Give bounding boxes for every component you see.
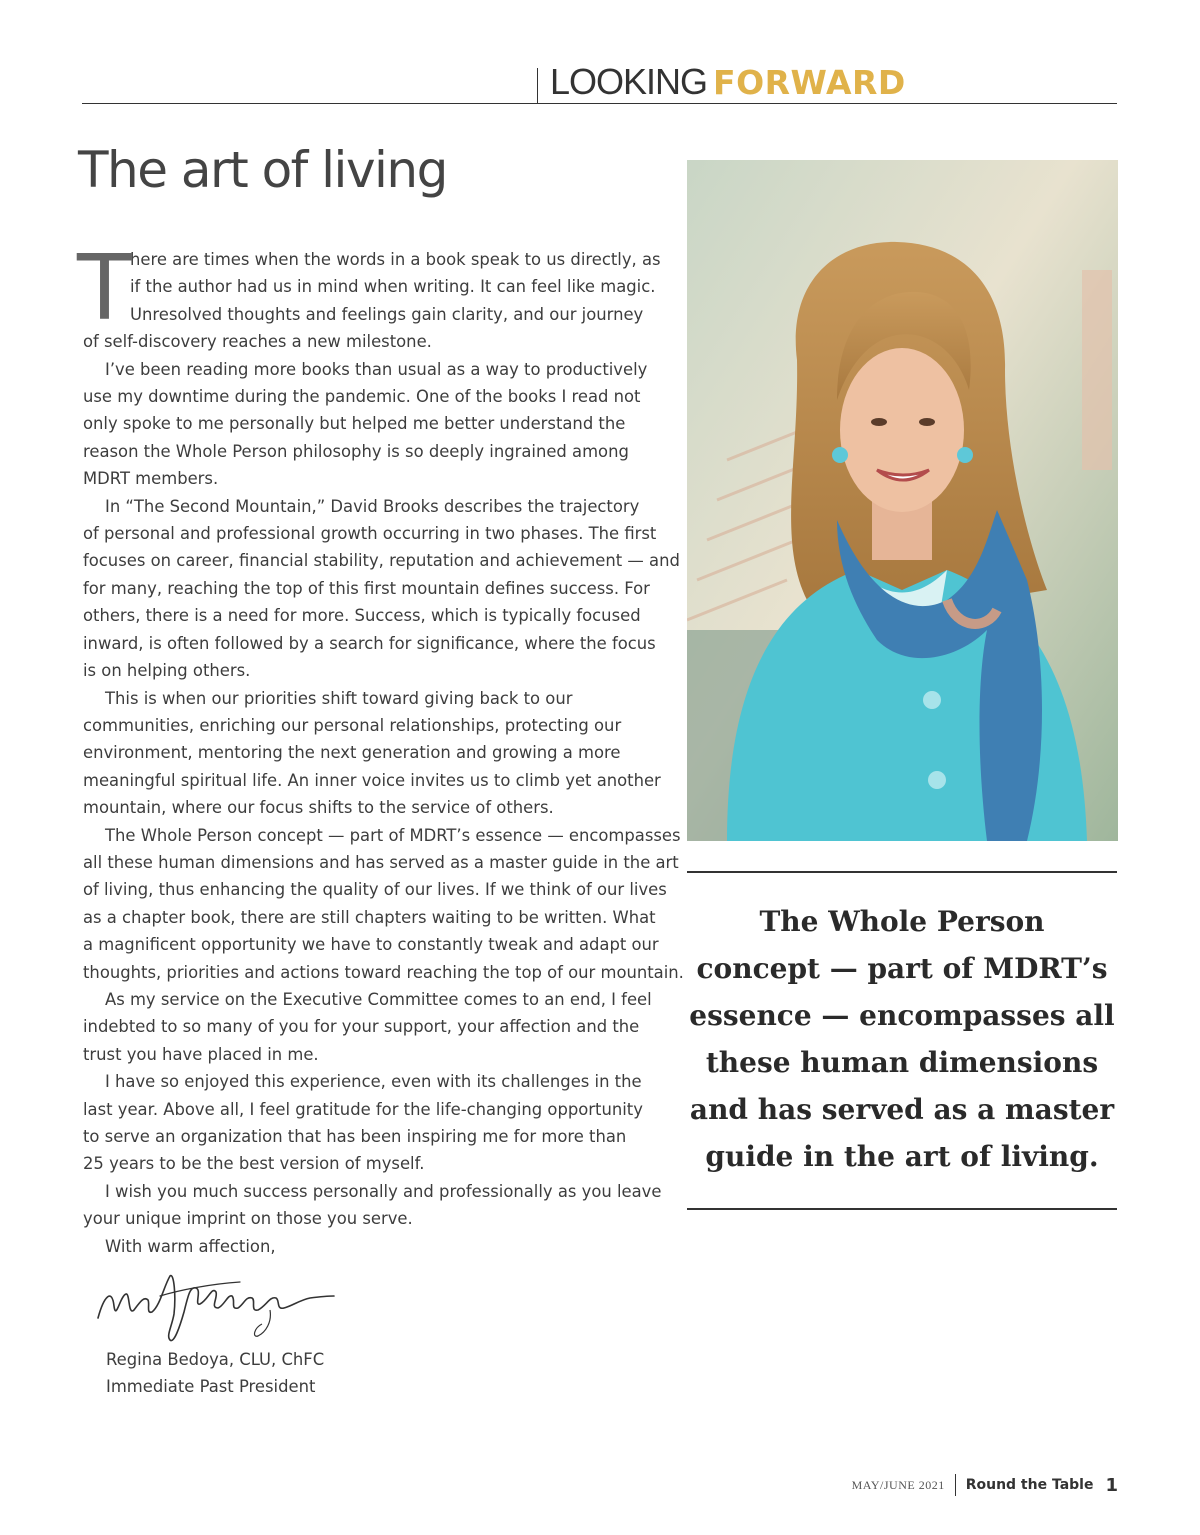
paragraph-line: of personal and professional growth occurring in two phases. The first	[83, 524, 657, 544]
pullquote	[687, 898, 1117, 1180]
header-divider	[537, 68, 538, 104]
page-number: 1	[1105, 1474, 1118, 1496]
paragraph-line: all these human dimensions and has served as a master guide in the art	[83, 852, 679, 872]
paragraph-line: of living, thus enhancing the quality of our lives. If we think of our lives	[83, 880, 667, 900]
paragraph-line: to serve an organization that has been inspiring me for more than	[83, 1127, 627, 1146]
paragraph-line: MDRT members.	[83, 469, 219, 489]
paragraph-line: communities, enriching our personal relationships, protecting our	[83, 715, 622, 735]
magazine-name: Round the Table	[965, 1477, 1094, 1493]
paragraph-line: if the author had us in mind when writing. It can feel like magic.	[130, 277, 656, 297]
paragraph-line: of self-discovery reaches a new milestone.	[83, 332, 432, 352]
pullquote-line: The Whole Person	[759, 905, 1045, 938]
paragraph-line: a magnificent opportunity we have to constantly tweak and adapt our	[83, 935, 659, 955]
pullquote-line: concept — part of MDRT’s	[696, 952, 1108, 985]
paragraph-line: meaningful spiritual life. An inner voice invites us to climb yet another	[83, 770, 661, 790]
signer-title: Immediate Past President	[106, 1377, 316, 1397]
paragraph-line: I wish you much success personally and professionally as you leave	[105, 1181, 662, 1201]
body-paragraph	[83, 1068, 663, 1178]
body-paragraph	[83, 822, 684, 986]
paragraph-line: reason the Whole Person philosophy is so deeply ingrained among	[83, 441, 629, 461]
paragraph-line: The Whole Person concept — part of MDRT’s essence — encompasses	[105, 825, 681, 845]
paragraph-line: use my downtime during the pandemic. One of the books I read not	[83, 387, 641, 407]
article-body	[77, 236, 684, 1260]
body-paragraph	[83, 356, 663, 493]
paragraph-line: I’ve been reading more books than usual as a way to productively	[105, 359, 648, 379]
page-footer	[852, 1471, 1118, 1499]
paragraph-line: is on helping others.	[83, 661, 251, 681]
paragraph-line: environment, mentoring the next generation and growing a more	[83, 743, 621, 763]
paragraph-line: others, there is a need for more. Success, which is typically focused	[83, 606, 641, 626]
issue-date: MAY/JUNE 2021	[851, 1477, 945, 1492]
body-paragraph	[83, 685, 663, 822]
paragraph-line: indebted to so many of you for your support, your affection and the	[83, 1017, 640, 1037]
section-header	[550, 60, 906, 105]
paragraph-line: your unique imprint on those you serve.	[83, 1209, 413, 1229]
signature-image	[90, 1266, 340, 1346]
pullquote-rule-bottom	[687, 1208, 1117, 1210]
paragraph-line: With warm affection,	[105, 1236, 276, 1256]
paragraph-line: last year. Above all, I feel gratitude for the life-changing opportunity	[83, 1099, 643, 1119]
section-header-word2: FORWARD	[713, 63, 906, 102]
pullquote-line: essence — encompasses all	[689, 999, 1115, 1032]
paragraph-line: trust you have placed in me.	[83, 1044, 319, 1064]
pullquote-line: guide in the art of living.	[705, 1140, 1099, 1173]
paragraph-line: As my service on the Executive Committee comes to an end, I feel	[105, 989, 652, 1009]
pullquote-rule-top	[687, 871, 1117, 873]
paragraph-line: for many, reaching the top of this first mountain defines success. For	[83, 578, 650, 598]
drop-cap: T	[77, 236, 132, 341]
body-paragraph	[83, 1178, 663, 1233]
signer-name: Regina Bedoya, CLU, ChFC	[106, 1350, 325, 1369]
body-paragraph	[83, 986, 663, 1068]
paragraph-line: inward, is often followed by a search for significance, where the focus	[83, 633, 656, 653]
paragraph-line: Unresolved thoughts and feelings gain clarity, and our journey	[130, 304, 644, 324]
article-title: The art of living	[78, 141, 447, 199]
portrait-photo	[687, 160, 1118, 841]
paragraph-line: I have so enjoyed this experience, even with its challenges in the	[105, 1072, 642, 1092]
paragraph-line: In “The Second Mountain,” David Brooks describes the trajectory	[105, 496, 640, 516]
footer-divider	[955, 1474, 956, 1496]
paragraph-line: here are times when the words in a book speak to us directly, as	[130, 250, 661, 269]
paragraph-line: 25 years to be the best version of myself.	[83, 1154, 425, 1174]
paragraph-line: only spoke to me personally but helped me better understand the	[83, 414, 626, 434]
body-paragraph	[83, 1233, 663, 1260]
paragraph-line: thoughts, priorities and actions toward reaching the top of our mountain.	[83, 962, 684, 982]
signature-block	[106, 1346, 324, 1401]
pullquote-line: these human dimensions	[705, 1046, 1099, 1079]
paragraph-line: mountain, where our focus shifts to the service of others.	[83, 798, 554, 818]
paragraph-line: This is when our priorities shift toward giving back to our	[105, 688, 573, 708]
paragraph-line: as a chapter book, there are still chapters waiting to be written. What	[83, 907, 656, 927]
body-paragraph	[83, 493, 680, 685]
first-paragraph	[77, 236, 663, 356]
section-header-word1: LOOKING	[550, 61, 708, 102]
paragraph-line: focuses on career, financial stability, reputation and achievement — and	[83, 551, 680, 571]
pullquote-line: and has served as a master	[689, 1093, 1115, 1126]
